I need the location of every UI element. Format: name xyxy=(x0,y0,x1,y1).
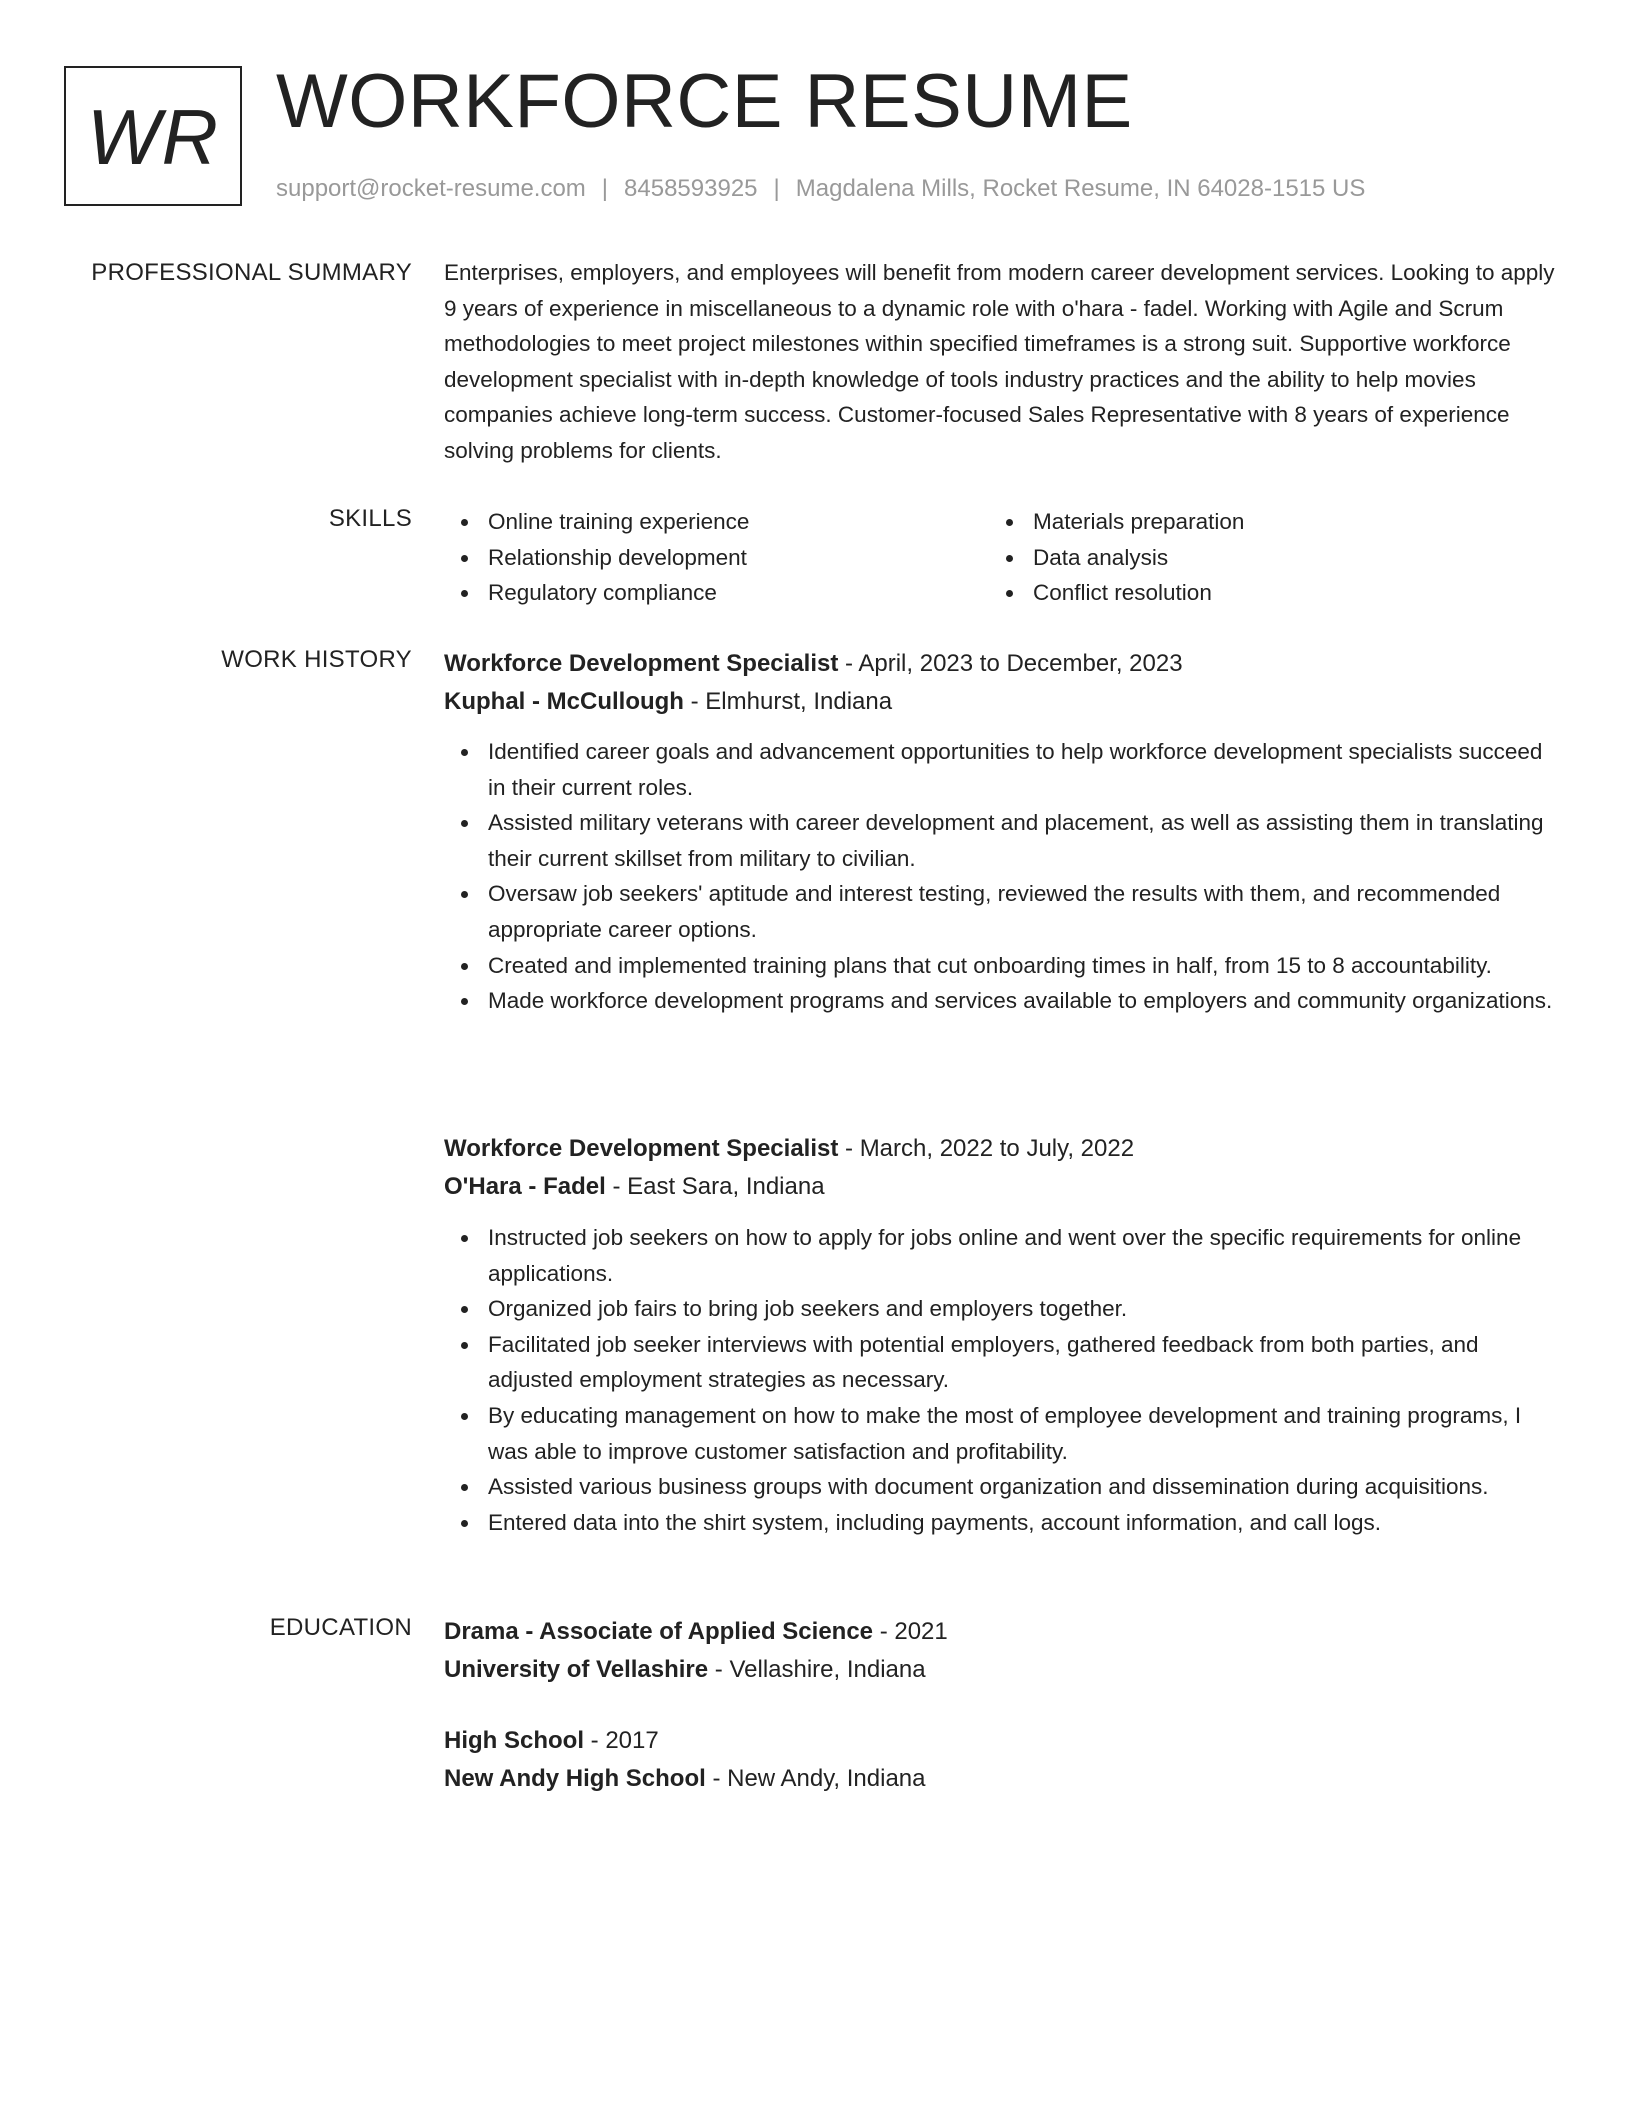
job-title: Workforce Development Specialist xyxy=(444,650,839,677)
job-bullets xyxy=(444,734,1560,1019)
skill-item: Relationship development xyxy=(444,540,989,576)
job-location: - East Sara, Indiana xyxy=(612,1173,825,1200)
skill-item: Data analysis xyxy=(989,540,1534,576)
section-label-work: WORK HISTORY xyxy=(221,646,412,673)
monogram-box xyxy=(64,66,242,206)
contact-line xyxy=(276,174,1365,204)
skills-column-left xyxy=(444,504,989,611)
job-entry xyxy=(444,645,1560,1019)
education-school-line xyxy=(444,1760,1560,1798)
job-bullet: Facilitated job seeker interviews with potential employers, gathered feedback from both parties, and adjusted employment strategies as necessary. xyxy=(444,1327,1560,1398)
job-bullet: Entered data into the shirt system, including payments, account information, and call logs. xyxy=(444,1505,1560,1541)
job-title-line xyxy=(444,1130,1560,1168)
job-bullet: Instructed job seekers on how to apply for jobs online and went over the specific requirements for online applications. xyxy=(444,1220,1560,1291)
job-company: Kuphal - McCullough xyxy=(444,688,684,715)
education-degree-line xyxy=(444,1613,1560,1651)
summary-text: Enterprises, employers, and employees will benefit from modern career development services. Looking to apply 9 years of experience in miscellaneous to a dynamic role with o'hara - fadel. Working with Agile and Scrum methodologies to meet project milestones within specified timeframes is a strong suit. Supportive workforce development specialist with in-depth knowledge of tools industry practices and the ability to help movies companies achieve long-term success. Customer-focused Sales Representative with 8 years of experience solving problems for clients. xyxy=(444,260,1555,463)
job-bullet: Created and implemented training plans that cut onboarding times in half, from 15 to 8 accountability. xyxy=(444,948,1560,984)
job-company-line xyxy=(444,683,1560,721)
education-location: - New Andy, Indiana xyxy=(712,1765,926,1792)
job-bullet: Made workforce development programs and services available to employers and community organizations. xyxy=(444,983,1560,1019)
education-degree: Drama - Associate of Applied Science xyxy=(444,1618,874,1645)
contact-phone: 8458593925 xyxy=(624,175,758,202)
job-company: O'Hara - Fadel xyxy=(444,1173,606,1200)
job-bullet: Organized job fairs to bring job seekers and employers together. xyxy=(444,1291,1560,1327)
section-label-skills: SKILLS xyxy=(328,505,412,532)
job-title: Workforce Development Specialist xyxy=(444,1135,839,1162)
monogram-initials: WR xyxy=(87,92,219,181)
section-label-summary: PROFESSIONAL SUMMARY xyxy=(91,259,412,286)
skill-item: Conflict resolution xyxy=(989,575,1534,611)
education-school: University of Vellashire xyxy=(444,1656,709,1683)
education-year: - 2017 xyxy=(590,1727,659,1754)
education-year: - 2021 xyxy=(879,1618,948,1645)
contact-email: support@rocket-resume.com xyxy=(276,175,586,202)
contact-separator: | xyxy=(601,175,609,202)
education-degree-line xyxy=(444,1722,1560,1760)
contact-address: Magdalena Mills, Rocket Resume, IN 64028-1515 US xyxy=(795,175,1366,202)
job-bullet: Oversaw job seekers' aptitude and interest testing, reviewed the results with them, and recommended appropriate career options. xyxy=(444,876,1560,947)
contact-separator: | xyxy=(773,175,780,202)
resume-name: WORKFORCE RESUME xyxy=(276,59,1133,144)
section-label-education: EDUCATION xyxy=(269,1614,412,1641)
job-title-line xyxy=(444,645,1560,683)
skills-column-right xyxy=(989,504,1534,611)
education-school-line xyxy=(444,1651,1560,1689)
job-dates: - April, 2023 to December, 2023 xyxy=(845,650,1183,677)
education-degree: High School xyxy=(444,1727,584,1754)
job-bullet: Assisted military veterans with career development and placement, as well as assisting them in translating their current skillset from military to civilian. xyxy=(444,805,1560,876)
job-bullets xyxy=(444,1220,1560,1540)
job-company-line xyxy=(444,1168,1560,1206)
job-dates: - March, 2022 to July, 2022 xyxy=(845,1135,1135,1162)
skill-item: Regulatory compliance xyxy=(444,575,989,611)
education-location: - Vellashire, Indiana xyxy=(714,1656,926,1683)
education-entry xyxy=(444,1722,1560,1798)
skill-item: Materials preparation xyxy=(989,504,1534,540)
job-entry xyxy=(444,1130,1560,1540)
skill-item: Online training experience xyxy=(444,504,989,540)
job-bullet: Identified career goals and advancement opportunities to help workforce development specialists succeed in their current roles. xyxy=(444,734,1560,805)
education-entry xyxy=(444,1613,1560,1689)
job-location: - Elmhurst, Indiana xyxy=(690,688,893,715)
job-bullet: By educating management on how to make the most of employee development and training programs, I was able to improve customer satisfaction and profitability. xyxy=(444,1398,1560,1469)
skills-grid xyxy=(444,504,1560,611)
education-school: New Andy High School xyxy=(444,1765,706,1792)
job-bullet: Assisted various business groups with document organization and dissemination during acquisitions. xyxy=(444,1469,1560,1505)
